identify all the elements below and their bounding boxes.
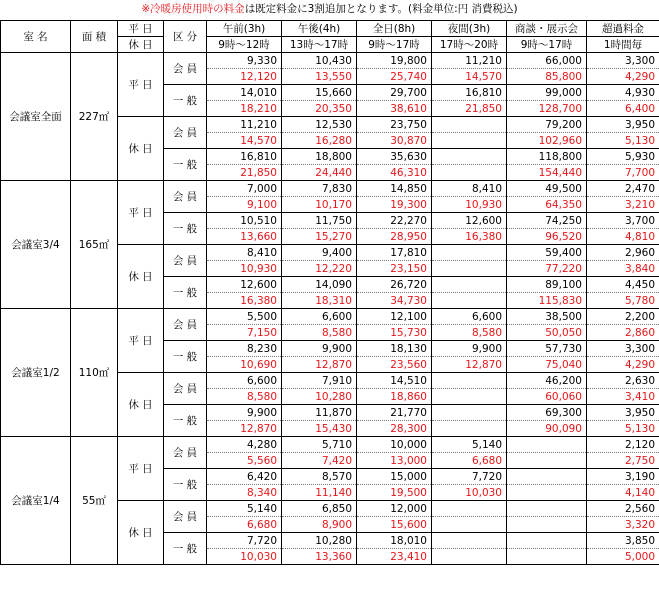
price-cell-aircon: 25,740 <box>357 69 432 85</box>
price-cell: 6,850 <box>282 501 357 517</box>
price-cell: 8,570 <box>282 469 357 485</box>
price-cell <box>432 533 507 549</box>
header-room-name: 室 名 <box>1 21 71 53</box>
price-cell-aircon: 28,950 <box>357 229 432 245</box>
price-cell: 66,000 <box>507 53 587 69</box>
price-cell-aircon: 10,170 <box>282 197 357 213</box>
price-cell-aircon: 14,570 <box>432 69 507 85</box>
price-cell-aircon: 12,870 <box>432 357 507 373</box>
price-cell <box>507 533 587 549</box>
price-cell-aircon: 23,560 <box>357 357 432 373</box>
price-cell-aircon: 75,040 <box>507 357 587 373</box>
price-cell-aircon: 34,730 <box>357 293 432 309</box>
price-cell-aircon: 3,840 <box>587 261 659 277</box>
price-cell: 9,900 <box>207 405 282 421</box>
user-type-label: 一 般 <box>164 533 207 565</box>
day-type-label: 平 日 <box>118 309 164 373</box>
price-cell-aircon <box>432 261 507 277</box>
header-holiday: 休 日 <box>118 37 164 53</box>
price-cell-aircon: 4,290 <box>587 357 659 373</box>
price-cell-aircon: 15,730 <box>357 325 432 341</box>
price-cell: 2,630 <box>587 373 659 389</box>
price-cell-aircon: 64,350 <box>507 197 587 213</box>
price-cell: 15,660 <box>282 85 357 101</box>
price-cell: 3,850 <box>587 533 659 549</box>
price-cell-aircon <box>507 485 587 501</box>
room-name: 会議室全面 <box>1 53 71 181</box>
day-type-label: 休 日 <box>118 501 164 565</box>
price-cell-aircon: 7,150 <box>207 325 282 341</box>
user-type-label: 一 般 <box>164 277 207 309</box>
price-cell: 12,600 <box>207 277 282 293</box>
price-cell: 14,510 <box>357 373 432 389</box>
header-col-time: 17時～20時 <box>432 37 507 53</box>
price-cell-aircon: 12,870 <box>207 421 282 437</box>
table-row <box>1 309 659 325</box>
price-cell-aircon: 10,030 <box>207 549 282 565</box>
price-cell-aircon <box>432 421 507 437</box>
header-col-label: 午前(3h) <box>207 21 282 37</box>
user-type-label: 会 員 <box>164 53 207 85</box>
price-cell-aircon: 4,810 <box>587 229 659 245</box>
price-cell-aircon: 16,380 <box>432 229 507 245</box>
price-cell: 29,700 <box>357 85 432 101</box>
price-cell: 3,950 <box>587 117 659 133</box>
price-cell-aircon: 13,360 <box>282 549 357 565</box>
room-name: 会議室3/4 <box>1 181 71 309</box>
price-cell: 7,910 <box>282 373 357 389</box>
room-name: 会議室1/2 <box>1 309 71 437</box>
price-cell: 18,130 <box>357 341 432 357</box>
price-cell: 3,190 <box>587 469 659 485</box>
header-row-1 <box>1 21 659 37</box>
header-col-label: 商談・展示会 <box>507 21 587 37</box>
price-cell: 2,200 <box>587 309 659 325</box>
price-cell: 12,100 <box>357 309 432 325</box>
price-cell: 35,630 <box>357 149 432 165</box>
price-cell <box>507 501 587 517</box>
price-cell-aircon: 10,930 <box>432 197 507 213</box>
price-cell-aircon: 18,860 <box>357 389 432 405</box>
table-row <box>1 437 659 453</box>
price-cell-aircon: 11,140 <box>282 485 357 501</box>
pricing-note <box>0 0 659 20</box>
price-cell-aircon: 24,440 <box>282 165 357 181</box>
price-cell: 22,270 <box>357 213 432 229</box>
price-cell-aircon: 8,580 <box>432 325 507 341</box>
price-cell-aircon <box>507 517 587 533</box>
price-cell: 9,400 <box>282 245 357 261</box>
price-cell-aircon: 13,000 <box>357 453 432 469</box>
price-cell: 11,750 <box>282 213 357 229</box>
price-cell-aircon: 2,860 <box>587 325 659 341</box>
price-cell-aircon: 3,210 <box>587 197 659 213</box>
price-cell: 5,140 <box>207 501 282 517</box>
header-weekday: 平 日 <box>118 21 164 37</box>
price-cell: 6,600 <box>432 309 507 325</box>
price-cell-aircon <box>432 549 507 565</box>
price-cell-aircon: 19,500 <box>357 485 432 501</box>
user-type-label: 会 員 <box>164 245 207 277</box>
price-cell-aircon: 13,550 <box>282 69 357 85</box>
header-col-time: 9時～12時 <box>207 37 282 53</box>
price-cell: 9,900 <box>432 341 507 357</box>
price-cell: 7,720 <box>207 533 282 549</box>
price-cell: 2,120 <box>587 437 659 453</box>
day-type-label: 休 日 <box>118 245 164 309</box>
price-cell-aircon: 23,410 <box>357 549 432 565</box>
price-cell: 7,720 <box>432 469 507 485</box>
header-area: 面 積 <box>71 21 118 53</box>
price-cell-aircon <box>432 133 507 149</box>
price-cell: 14,010 <box>207 85 282 101</box>
price-cell-aircon: 5,000 <box>587 549 659 565</box>
price-cell: 6,600 <box>207 373 282 389</box>
price-cell-aircon: 4,290 <box>587 69 659 85</box>
price-cell <box>432 245 507 261</box>
user-type-label: 会 員 <box>164 117 207 149</box>
price-cell-aircon <box>432 293 507 309</box>
price-cell-aircon: 115,830 <box>507 293 587 309</box>
price-cell-aircon: 3,320 <box>587 517 659 533</box>
price-cell: 10,280 <box>282 533 357 549</box>
price-cell: 19,800 <box>357 53 432 69</box>
price-cell: 89,100 <box>507 277 587 293</box>
price-cell-aircon: 30,870 <box>357 133 432 149</box>
price-cell: 69,300 <box>507 405 587 421</box>
price-cell-aircon: 90,090 <box>507 421 587 437</box>
user-type-label: 一 般 <box>164 213 207 245</box>
price-cell-aircon: 6,680 <box>207 517 282 533</box>
room-area: 165㎡ <box>71 181 118 309</box>
price-cell-aircon: 85,800 <box>507 69 587 85</box>
price-cell <box>432 501 507 517</box>
header-col-time: 1時間毎 <box>587 37 659 53</box>
price-cell-aircon: 3,410 <box>587 389 659 405</box>
price-cell: 49,500 <box>507 181 587 197</box>
price-cell <box>432 117 507 133</box>
price-cell-aircon: 15,430 <box>282 421 357 437</box>
price-cell: 6,420 <box>207 469 282 485</box>
price-cell-aircon: 10,030 <box>432 485 507 501</box>
price-cell: 5,500 <box>207 309 282 325</box>
price-cell: 10,510 <box>207 213 282 229</box>
price-cell-aircon: 128,700 <box>507 101 587 117</box>
price-cell: 46,200 <box>507 373 587 389</box>
table-row <box>1 181 659 197</box>
price-cell-aircon: 15,270 <box>282 229 357 245</box>
header-col-label: 超過料金 <box>587 21 659 37</box>
price-cell: 2,470 <box>587 181 659 197</box>
day-type-label: 休 日 <box>118 117 164 181</box>
price-cell: 8,410 <box>207 245 282 261</box>
price-cell: 17,810 <box>357 245 432 261</box>
price-cell-aircon: 8,900 <box>282 517 357 533</box>
price-cell-aircon: 9,100 <box>207 197 282 213</box>
price-cell-aircon: 10,690 <box>207 357 282 373</box>
user-type-label: 会 員 <box>164 181 207 213</box>
price-cell-aircon: 14,570 <box>207 133 282 149</box>
price-cell: 4,930 <box>587 85 659 101</box>
user-type-label: 会 員 <box>164 437 207 469</box>
price-cell: 8,410 <box>432 181 507 197</box>
price-cell-aircon <box>432 517 507 533</box>
price-cell: 6,600 <box>282 309 357 325</box>
price-cell-aircon: 19,300 <box>357 197 432 213</box>
price-cell-aircon: 6,680 <box>432 453 507 469</box>
price-cell-aircon: 77,220 <box>507 261 587 277</box>
price-cell-aircon: 7,700 <box>587 165 659 181</box>
price-cell-aircon: 38,610 <box>357 101 432 117</box>
price-cell-aircon: 28,300 <box>357 421 432 437</box>
price-cell: 4,280 <box>207 437 282 453</box>
price-cell-aircon: 7,420 <box>282 453 357 469</box>
room-area: 55㎡ <box>71 437 118 565</box>
header-category: 区 分 <box>164 21 207 53</box>
price-cell: 26,720 <box>357 277 432 293</box>
price-cell-aircon: 12,870 <box>282 357 357 373</box>
price-cell <box>507 469 587 485</box>
day-type-label: 平 日 <box>118 53 164 117</box>
price-cell: 16,810 <box>432 85 507 101</box>
price-cell: 7,000 <box>207 181 282 197</box>
price-cell: 57,730 <box>507 341 587 357</box>
price-cell: 2,960 <box>587 245 659 261</box>
price-cell: 38,500 <box>507 309 587 325</box>
price-cell-aircon: 18,310 <box>282 293 357 309</box>
price-cell-aircon: 8,580 <box>282 325 357 341</box>
price-cell-aircon: 5,780 <box>587 293 659 309</box>
price-cell <box>432 373 507 389</box>
note-red-text: ※冷暖房使用時の料金 <box>141 3 245 15</box>
price-cell-aircon: 5,130 <box>587 421 659 437</box>
price-cell-aircon: 16,380 <box>207 293 282 309</box>
price-cell-aircon <box>507 549 587 565</box>
price-cell-aircon: 12,220 <box>282 261 357 277</box>
user-type-label: 会 員 <box>164 501 207 533</box>
price-cell: 11,210 <box>207 117 282 133</box>
room-name: 会議室1/4 <box>1 437 71 565</box>
price-cell-aircon: 60,060 <box>507 389 587 405</box>
price-cell-aircon: 102,960 <box>507 133 587 149</box>
price-cell: 3,700 <box>587 213 659 229</box>
header-col-label: 全日(8h) <box>357 21 432 37</box>
price-cell: 21,770 <box>357 405 432 421</box>
note-text: は既定料金に3割追加となります。(料金単位:円 消費税込) <box>244 3 518 15</box>
price-cell-aircon <box>432 389 507 405</box>
price-cell: 18,800 <box>282 149 357 165</box>
header-col-time: 13時～17時 <box>282 37 357 53</box>
price-cell: 16,810 <box>207 149 282 165</box>
price-cell: 3,300 <box>587 53 659 69</box>
price-cell-aircon: 154,440 <box>507 165 587 181</box>
price-cell: 12,600 <box>432 213 507 229</box>
room-area: 110㎡ <box>71 309 118 437</box>
price-cell-aircon <box>432 165 507 181</box>
price-cell-aircon: 12,120 <box>207 69 282 85</box>
price-cell-aircon: 13,660 <box>207 229 282 245</box>
price-cell: 8,230 <box>207 341 282 357</box>
price-cell: 11,210 <box>432 53 507 69</box>
price-cell: 4,450 <box>587 277 659 293</box>
price-cell: 118,800 <box>507 149 587 165</box>
price-cell: 7,830 <box>282 181 357 197</box>
price-cell-aircon: 46,310 <box>357 165 432 181</box>
price-cell: 9,330 <box>207 53 282 69</box>
price-cell: 15,000 <box>357 469 432 485</box>
price-cell-aircon: 96,520 <box>507 229 587 245</box>
price-cell: 99,000 <box>507 85 587 101</box>
price-cell: 23,750 <box>357 117 432 133</box>
user-type-label: 一 般 <box>164 85 207 117</box>
header-col-time: 9時～17時 <box>357 37 432 53</box>
price-cell: 5,930 <box>587 149 659 165</box>
price-cell: 5,140 <box>432 437 507 453</box>
price-cell-aircon: 50,050 <box>507 325 587 341</box>
price-cell-aircon: 8,580 <box>207 389 282 405</box>
user-type-label: 一 般 <box>164 405 207 437</box>
price-cell-aircon: 6,400 <box>587 101 659 117</box>
price-cell: 79,200 <box>507 117 587 133</box>
price-cell-aircon: 10,280 <box>282 389 357 405</box>
price-cell: 5,710 <box>282 437 357 453</box>
price-cell-aircon: 4,140 <box>587 485 659 501</box>
price-cell: 59,400 <box>507 245 587 261</box>
price-cell: 3,300 <box>587 341 659 357</box>
price-cell-aircon: 23,150 <box>357 261 432 277</box>
price-cell: 9,900 <box>282 341 357 357</box>
price-cell: 3,950 <box>587 405 659 421</box>
price-cell: 12,000 <box>357 501 432 517</box>
header-col-label: 午後(4h) <box>282 21 357 37</box>
price-cell: 2,560 <box>587 501 659 517</box>
user-type-label: 会 員 <box>164 309 207 341</box>
price-cell-aircon <box>507 453 587 469</box>
price-cell-aircon: 16,280 <box>282 133 357 149</box>
price-cell-aircon: 8,340 <box>207 485 282 501</box>
price-cell: 10,430 <box>282 53 357 69</box>
price-cell: 18,010 <box>357 533 432 549</box>
price-cell: 12,530 <box>282 117 357 133</box>
price-cell-aircon: 21,850 <box>207 165 282 181</box>
price-cell-aircon: 5,130 <box>587 133 659 149</box>
day-type-label: 平 日 <box>118 181 164 245</box>
price-cell <box>507 437 587 453</box>
price-cell: 14,090 <box>282 277 357 293</box>
user-type-label: 一 般 <box>164 469 207 501</box>
price-cell: 11,870 <box>282 405 357 421</box>
day-type-label: 休 日 <box>118 373 164 437</box>
table-row <box>1 53 659 69</box>
price-cell-aircon: 10,930 <box>207 261 282 277</box>
price-cell-aircon: 15,600 <box>357 517 432 533</box>
room-pricing-table <box>0 20 659 565</box>
price-cell-aircon: 18,210 <box>207 101 282 117</box>
user-type-label: 一 般 <box>164 341 207 373</box>
price-cell: 14,850 <box>357 181 432 197</box>
user-type-label: 会 員 <box>164 373 207 405</box>
price-cell-aircon: 2,750 <box>587 453 659 469</box>
day-type-label: 平 日 <box>118 437 164 501</box>
price-cell-aircon: 21,850 <box>432 101 507 117</box>
user-type-label: 一 般 <box>164 149 207 181</box>
header-col-time: 9時～17時 <box>507 37 587 53</box>
price-cell <box>432 277 507 293</box>
price-cell: 74,250 <box>507 213 587 229</box>
header-col-label: 夜間(3h) <box>432 21 507 37</box>
price-cell <box>432 405 507 421</box>
price-cell: 10,000 <box>357 437 432 453</box>
price-cell <box>432 149 507 165</box>
price-cell-aircon: 20,350 <box>282 101 357 117</box>
price-cell-aircon: 5,560 <box>207 453 282 469</box>
room-area: 227㎡ <box>71 53 118 181</box>
